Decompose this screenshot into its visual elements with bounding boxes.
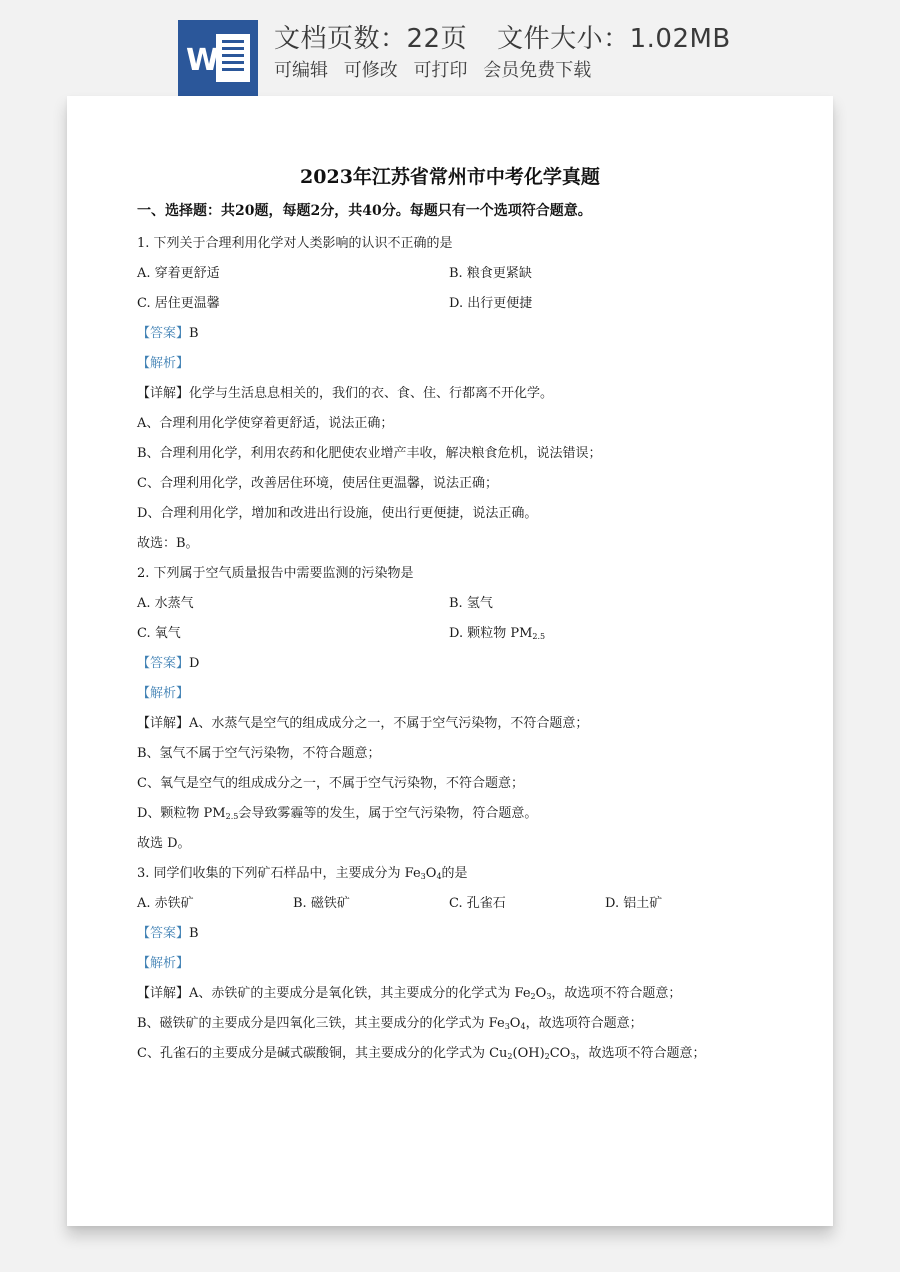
question-2-stem: 2. 下列属于空气质量报告中需要监测的污染物是 — [137, 566, 414, 581]
q2-conclusion: 故选 D。 — [137, 836, 191, 851]
q2-option-d: D. 颗粒物 $PM_{2.5}$ — [449, 626, 546, 641]
section-heading: 一、选择题：共20题，每题2分，共40分。每题只有一个选项符合题意。 — [137, 203, 592, 219]
q2-option-c: C. 氧气 — [137, 626, 181, 641]
feature-list — [274, 56, 601, 82]
q3-line-b: B、磁铁矿的主要成分是四氧化三铁，其主要成分的化学式为 $Fe_3O_4$，故选项符合题意； — [137, 1016, 643, 1031]
q3-option-a: A. 赤铁矿 — [137, 896, 194, 911]
document-info-header — [0, 0, 900, 96]
q2-option-a: A. 水蒸气 — [137, 596, 194, 611]
question-1-stem: 1. 下列关于合理利用化学对人类影响的认识不正确的是 — [137, 236, 453, 251]
question-3-stem: 3. 同学们收集的下列矿石样品中，主要成分为 $Fe_3O_4$的是 — [137, 866, 468, 881]
q3-detail: 【详解】A、赤铁矿的主要成分是氧化铁，其主要成分的化学式为 $Fe_2O_3$，故选项不符合题意； — [137, 986, 682, 1001]
q1-line-b: B、合理利用化学，利用农药和化肥使农业增产丰收，解决粮食危机，说法错误； — [137, 446, 602, 461]
q1-option-c: C. 居住更温馨 — [137, 296, 220, 311]
q1-line-a: A、合理利用化学使穿着更舒适，说法正确； — [137, 416, 394, 431]
q1-line-c: C、合理利用化学，改善居住环境，使居住更温馨，说法正确； — [137, 476, 498, 491]
q3-answer: 【答案】B — [137, 926, 199, 941]
q1-answer: 【答案】B — [137, 326, 199, 341]
q2-analysis-tag: 【解析】 — [137, 686, 190, 701]
feature-modifiable: 可修改 — [343, 60, 398, 81]
q2-detail: 【详解】A、水蒸气是空气的组成成分之一，不属于空气污染物，不符合题意； — [137, 716, 589, 731]
word-doc-icon — [178, 20, 258, 96]
q2-line-b: B、氢气不属于空气污染物，不符合题意； — [137, 746, 381, 761]
svg-text:W: W — [186, 43, 220, 78]
q3-option-c: C. 孔雀石 — [449, 896, 506, 911]
feature-editable: 可编辑 — [274, 60, 328, 81]
q3-line-c: C、孔雀石的主要成分是碱式碳酸铜，其主要成分的化学式为 $Cu_2(OH)_2CO_3$，故选项不符合题意； — [137, 1046, 706, 1061]
q1-option-a: A. 穿着更舒适 — [137, 266, 220, 281]
q1-option-b: B. 粮食更紧缺 — [449, 266, 532, 281]
q2-answer: 【答案】D — [137, 656, 200, 671]
file-meta — [274, 18, 731, 55]
q1-analysis-tag: 【解析】 — [137, 356, 190, 371]
q2-option-b: B. 氢气 — [449, 596, 493, 611]
page-title: 2023年江苏省常州市中考化学真题 — [300, 166, 600, 188]
q1-line-d: D、合理利用化学，增加和改进出行设施，使出行更便捷，说法正确。 — [137, 506, 538, 521]
document-page — [67, 96, 833, 1226]
file-size: 文件大小：1.02MB — [497, 24, 731, 54]
q3-option-d: D. 铝土矿 — [605, 896, 663, 911]
q2-line-d: D、颗粒物 $PM_{2.5}$会导致雾霾等的发生，属于空气污染物，符合题意。 — [137, 806, 538, 821]
q1-option-d: D. 出行更便捷 — [449, 296, 533, 311]
q1-conclusion: 故选：B。 — [137, 536, 199, 551]
q2-line-c: C、氧气是空气的组成成分之一，不属于空气污染物，不符合题意； — [137, 776, 524, 791]
q3-analysis-tag: 【解析】 — [137, 956, 190, 971]
page-count: 文档页数：22页 — [274, 24, 468, 54]
q3-option-b: B. 磁铁矿 — [293, 896, 350, 911]
q1-detail: 【详解】化学与生活息息相关的，我们的衣、食、住、行都离不开化学。 — [137, 386, 554, 401]
feature-printable: 可打印 — [413, 60, 468, 81]
feature-member-download: 会员免费下载 — [483, 60, 592, 81]
